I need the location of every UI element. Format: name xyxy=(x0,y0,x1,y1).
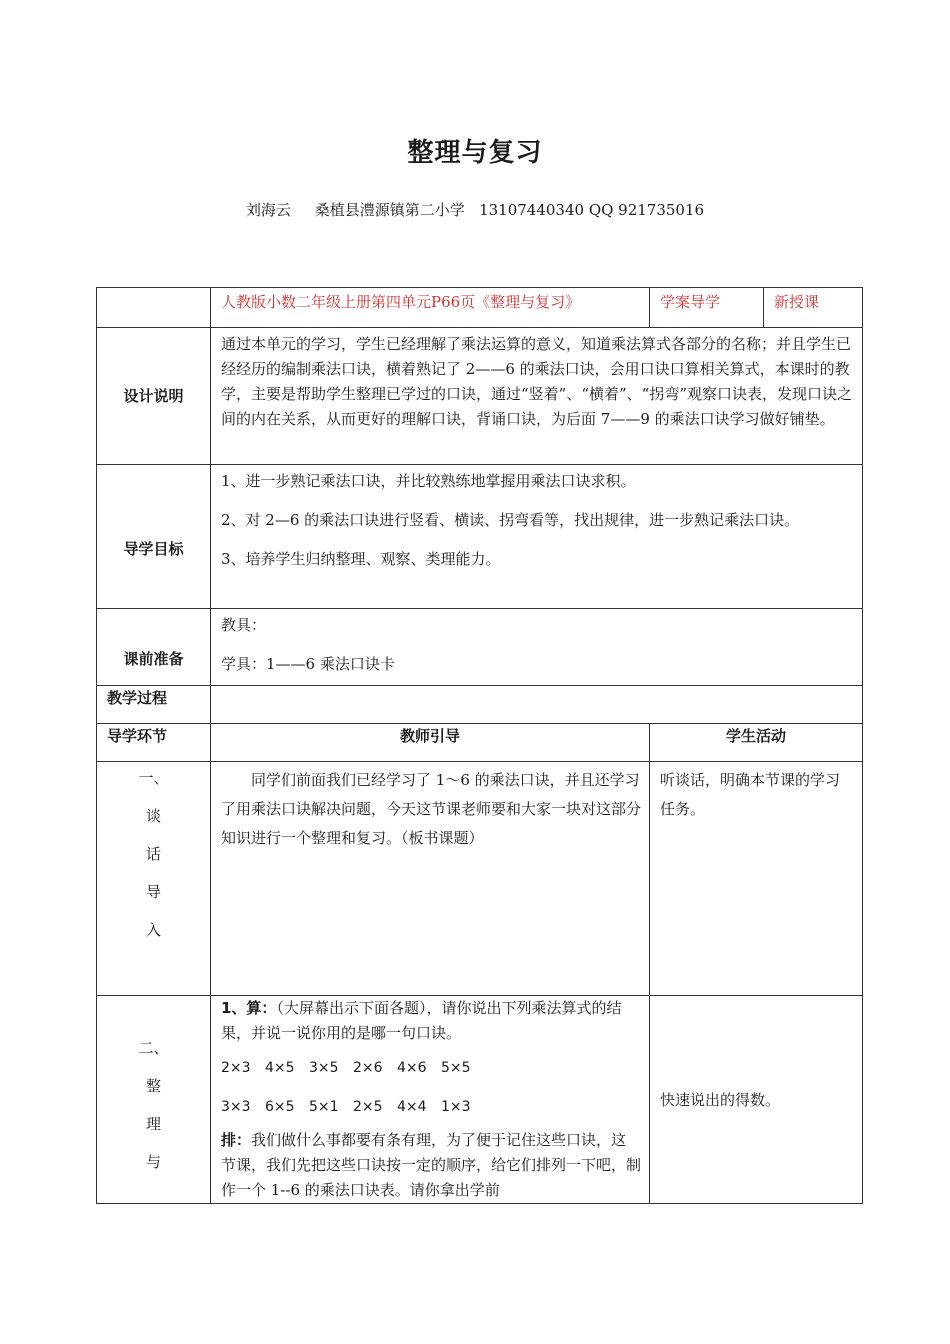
header-blank-cell xyxy=(97,288,211,328)
header-row xyxy=(97,288,863,328)
stage1-student: 听谈话，明确本节课的学习任务。 xyxy=(650,762,863,996)
column-header-row xyxy=(97,724,863,762)
goals-cell xyxy=(211,465,863,609)
stage1-char-2: 谈 xyxy=(145,807,161,825)
math-row-2: 3×3 6×5 5×1 2×5 4×4 1×3 xyxy=(221,1099,471,1115)
stage1-teacher: 同学们前面我们已经学习了 1～6 的乘法口诀，并且还学习了用乘法口诀解决问题，今天这节课老师要和大家一块对这部分知识进行一个整理和复习。（板书课题） xyxy=(211,762,650,996)
col-teacher-header: 教师引导 xyxy=(211,724,650,762)
stage2-student: 快速说出的得数。 xyxy=(650,996,863,1204)
process-row xyxy=(97,686,863,724)
stage2-label xyxy=(97,996,211,1204)
goal-item-1: 1、进一步熟记乘法口诀，并比较熟练地掌握用乘法口诀求积。 xyxy=(221,472,636,490)
prep-student: 学具：1——6 乘法口诀卡 xyxy=(221,655,395,673)
prep-row xyxy=(97,609,863,686)
calc-text: （大屏幕出示下面各题），请你说出下列乘法算式的结果，并说一说你用的是哪一句口诀。 xyxy=(221,999,622,1042)
stage2-char-4: 与 xyxy=(145,1153,161,1171)
col-student-header: 学生活动 xyxy=(650,724,863,762)
prep-cell xyxy=(211,609,863,686)
goals-row xyxy=(97,465,863,609)
arrange-text: 我们做什么事都要有条有理，为了便于记住这些口诀，这节课，我们先把这些口诀按一定的顺序，给它们排列一下吧，制作一个 1--6 的乘法口诀表。请你拿出学前 xyxy=(221,1131,642,1199)
design-text: 通过本单元的学习，学生已经理解了乘法运算的意义，知道乘法算式各部分的名称；并且学生已经经历的编制乘法口诀，横着熟记了 2——6 的乘法口诀，会用口诀口算相关算式，本课时的教学，主要是帮助学生整理已学过的口诀，通过“竖着”、“横着”、“拐弯”观察口诀表，发现口诀之间的内在关系，从而更好的理解口诀，背诵口诀，为后面 7——9 的乘法口诀学习做好铺垫。 xyxy=(211,328,863,465)
lesson-type-cell: 学案导学 xyxy=(650,288,764,328)
stage2-char-1: 二、 xyxy=(138,1039,169,1057)
stage2-char-2: 整 xyxy=(145,1077,161,1095)
goal-item-3: 3、培养学生归纳整理、观察、类理能力。 xyxy=(221,550,501,568)
course-cell: 人教版小数二年级上册第四单元P66页《整理与复习》 xyxy=(211,288,650,328)
math-row-1: 2×3 4×5 3×5 2×6 4×6 5×5 xyxy=(221,1060,471,1076)
stage1-label xyxy=(97,762,211,996)
stage2-row xyxy=(97,996,863,1204)
design-label: 设计说明 xyxy=(97,328,211,465)
author-line: 刘海云 桑植县澧源镇第二小学 13107440340 QQ 921735016 xyxy=(245,201,705,219)
stage2-char-3: 理 xyxy=(145,1115,161,1133)
stage1-char-5: 入 xyxy=(145,921,161,939)
calc-label: 1、算： xyxy=(221,999,277,1017)
goal-item-2: 2、对 2—6 的乘法口诀进行竖看、横读、拐弯看等，找出规律，进一步熟记乘法口诀。 xyxy=(221,511,800,529)
stage1-char-4: 导 xyxy=(145,883,161,901)
process-label: 教学过程 xyxy=(97,686,211,724)
stage1-row xyxy=(97,762,863,996)
stage2-teacher xyxy=(211,996,650,1204)
goals-label: 导学目标 xyxy=(97,465,211,609)
prep-label: 课前准备 xyxy=(97,609,211,686)
design-row xyxy=(97,328,863,465)
lesson-kind-cell: 新授课 xyxy=(764,288,863,328)
prep-teacher: 教具： xyxy=(221,616,267,634)
stage1-char-1: 一、 xyxy=(138,769,169,787)
arrange-label: 排： xyxy=(221,1131,252,1149)
col-stage-header: 导学环节 xyxy=(97,724,211,762)
stage1-char-3: 话 xyxy=(145,845,161,863)
page-title: 整理与复习 xyxy=(407,138,543,168)
process-blank xyxy=(211,686,863,724)
lesson-plan-table xyxy=(96,287,863,1204)
